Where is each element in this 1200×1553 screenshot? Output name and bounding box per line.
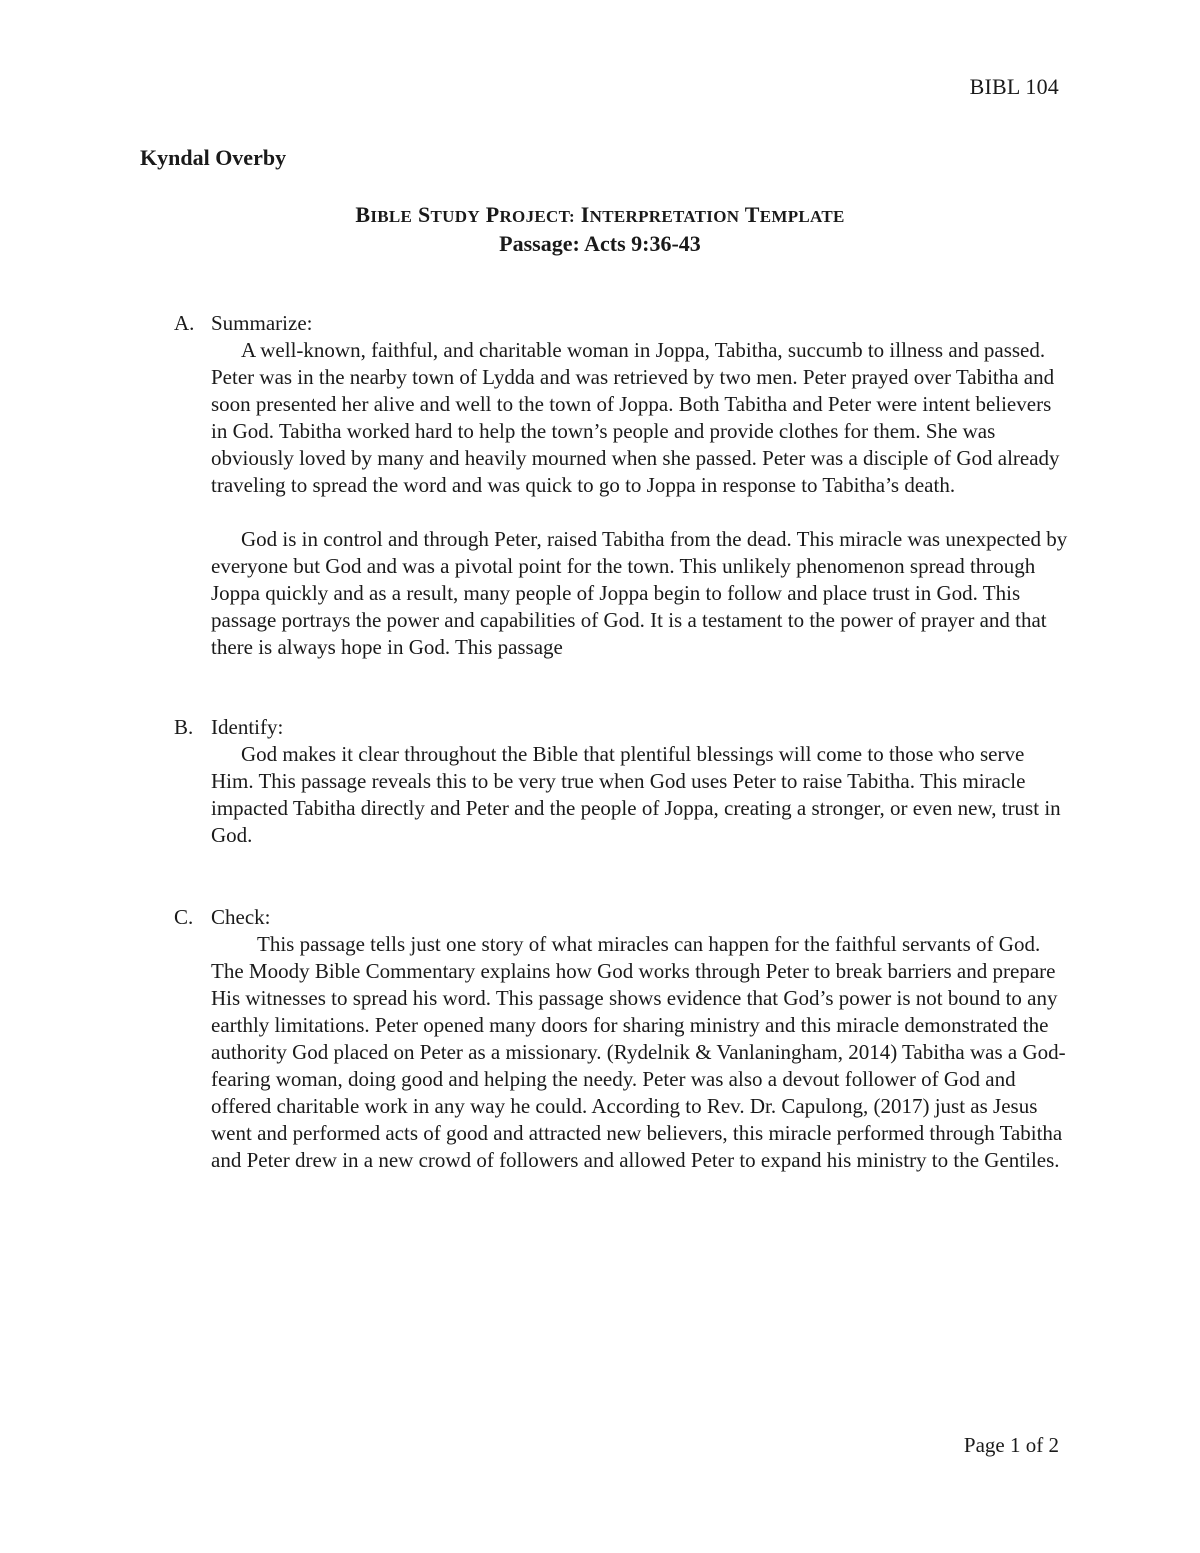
paragraph: God is in control and through Peter, raised Tabitha from the dead. This miracle was unexpected by everyone but God and was a pivotal point for the town. This unlikely phenomenon spread through Joppa quickly and as a result, many people of Joppa begin to follow and place trust in God. This passage portrays the power and capabilities of God. It is a testament to the power of prayer and that there is always hope in God. This passage xyxy=(211,527,1068,659)
section-letter: C. xyxy=(174,905,194,929)
section-identify xyxy=(174,714,1070,849)
paragraph: God makes it clear throughout the Bible that plentiful blessings will come to those who serve Him. This passage reveals this to be very true when God uses Peter to raise Tabitha. This miracle impacted Tabitha directly and Peter and the people of Joppa, creating a stronger, or even new, trust in God. xyxy=(211,742,1061,847)
section-body xyxy=(211,931,1070,1174)
passage-reference: Passage: Acts 9:36-43 xyxy=(499,231,701,256)
title-cap: B xyxy=(355,202,371,227)
title-smallcaps: TUDY xyxy=(430,207,480,226)
author-name: Kyndal Overby xyxy=(140,145,287,170)
title-smallcaps: NTERPRETATION xyxy=(589,207,740,226)
section-letter: A. xyxy=(174,311,195,335)
title-cap: P xyxy=(485,202,500,227)
page-number: Page 1 of 2 xyxy=(963,1433,1059,1457)
title-smallcaps: IBLE xyxy=(370,207,413,226)
course-code: BIBL 104 xyxy=(969,74,1059,99)
section-body xyxy=(211,741,1070,849)
title-cap: S xyxy=(418,202,431,227)
title-cap: T xyxy=(744,202,760,227)
title-smallcaps: ROJECT: xyxy=(499,207,575,226)
paragraph: This passage tells just one story of what miracles can happen for the faithful servants of God. The Moody Bible Commentary explains how God works through Peter to break barriers and prepare His witnesses to spread his word. This passage shows evidence that God’s power is not bound to any earthly limitations. Peter opened many doors for sharing ministry and this miracle demonstrated the authority God placed on Peter as a missionary. (Rydelnik & Vanlaningham, 2014) Tabitha was a God-fearing woman, doing good and helping the needy. Peter was also a devout follower of God and offered charitable work in any way he could. According to Rev. Dr. Capulong, (2017) just as Jesus went and performed acts of good and attracted new believers, this miracle performed through Tabitha and Peter drew in a new crowd of followers and allowed Peter to expand his ministry to the Gentiles. xyxy=(211,932,1066,1172)
section-heading xyxy=(174,714,1070,741)
section-heading xyxy=(174,310,1070,337)
title-cap: I xyxy=(580,202,590,227)
title-block xyxy=(140,201,1060,257)
section-letter: B. xyxy=(174,715,194,739)
document-title xyxy=(140,201,1060,230)
section-check xyxy=(174,904,1070,1174)
paragraph: A well-known, faithful, and charitable woman in Joppa, Tabitha, succumb to illness and passed. Peter was in the nearby town of Lydda and was retrieved by two men. Peter prayed over Tabitha and soon presented her alive and well to the town of Joppa. Both Tabitha and Peter were intent believers in God. Tabitha worked hard to help the town’s people and provide clothes for them. She was obviously loved by many and heavily mourned when she passed. Peter was a disciple of God already traveling to spread the word and was quick to go to Joppa in response to Tabitha’s death. xyxy=(211,338,1060,497)
title-smallcaps: EMPLATE xyxy=(759,207,845,226)
section-summarize xyxy=(174,310,1070,661)
section-label: Summarize: xyxy=(211,311,313,335)
section-label: Check: xyxy=(211,905,271,929)
section-body xyxy=(211,337,1070,661)
section-label: Identify: xyxy=(211,715,284,739)
section-heading xyxy=(174,904,1070,931)
